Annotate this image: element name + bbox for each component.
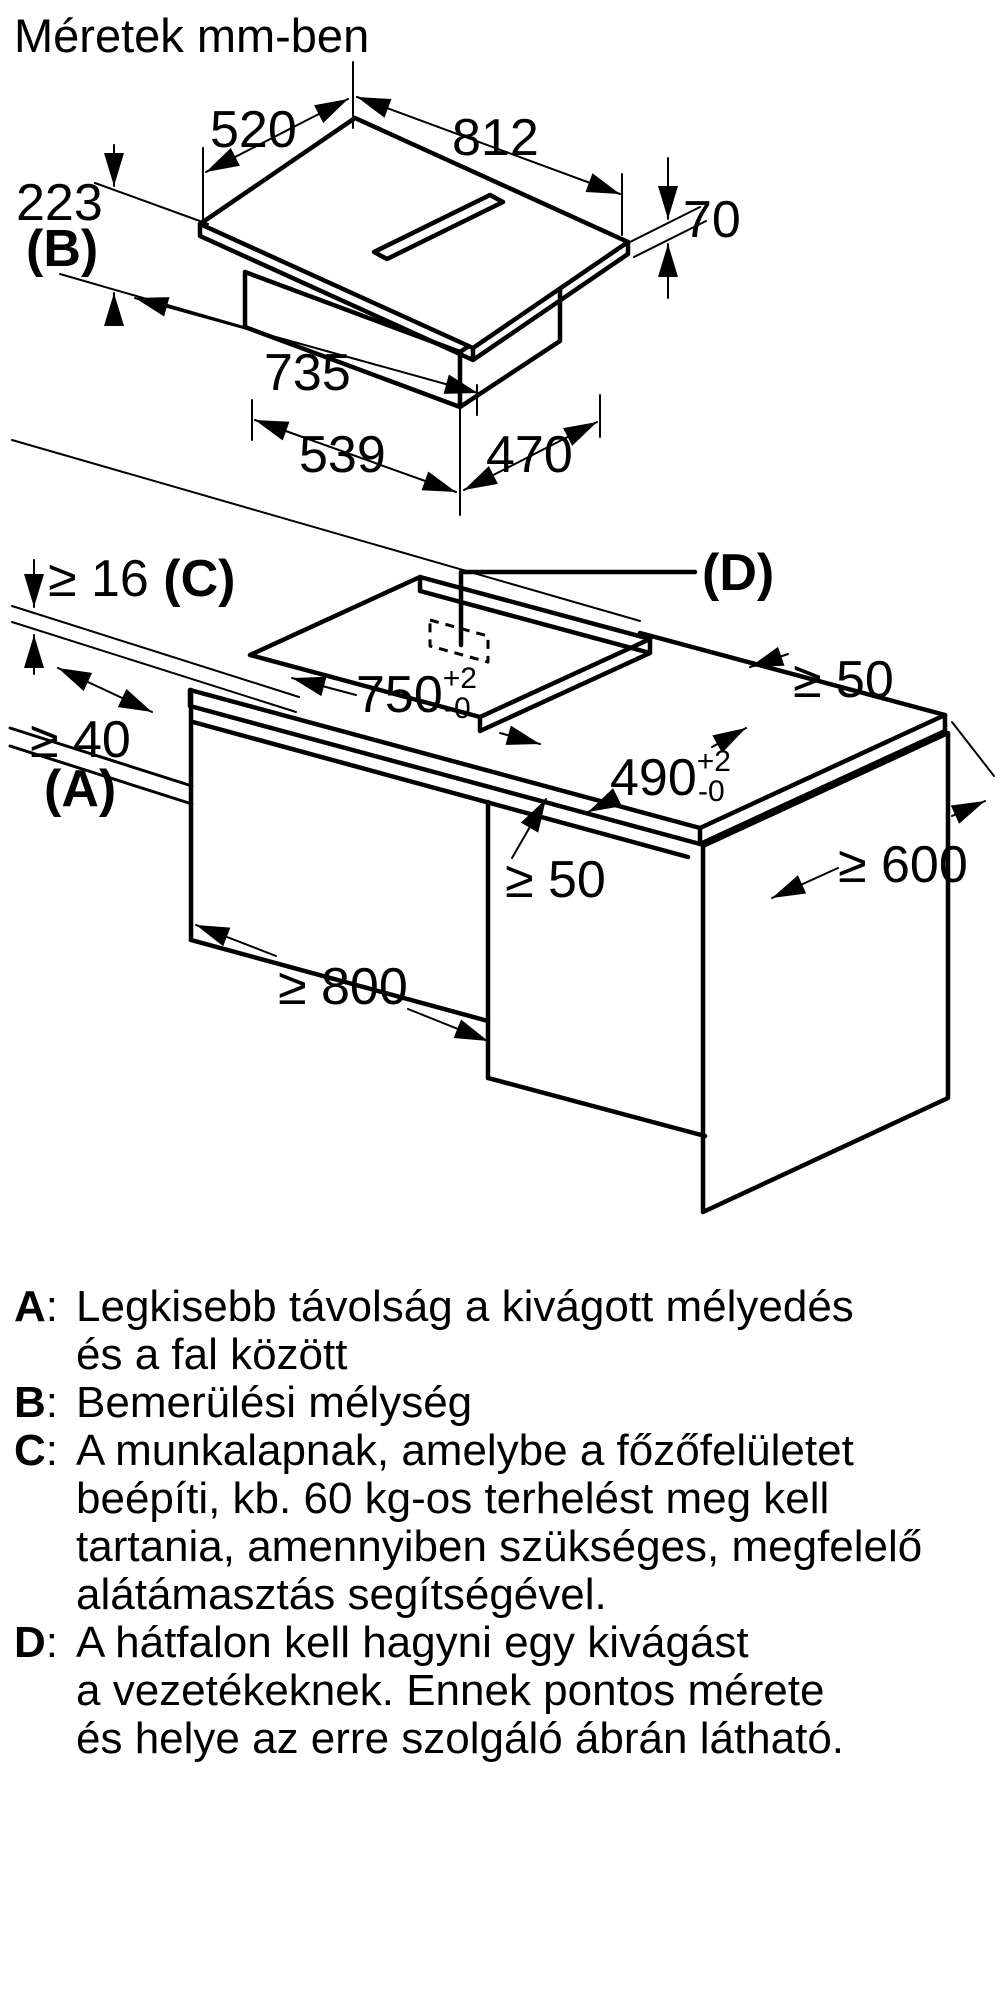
legend-text-line: A hátfalon kell hagyni egy kivágást — [76, 1618, 749, 1667]
legend-letter-C: C: — [14, 1426, 59, 1475]
dim-539-label: 539 — [299, 426, 386, 484]
dim-16-C-label: ≥ 16 (C) — [48, 550, 236, 608]
legend-entry-D — [14, 1619, 989, 1763]
dim-490-label: $490^{+2}$ -0 — [610, 745, 731, 808]
legend-text-line: tartania, amennyiben szükséges, megfelelő — [76, 1522, 923, 1571]
dim-735-label: 735 — [264, 344, 351, 402]
legend — [14, 1283, 989, 1763]
cabinet-right-panel — [703, 733, 948, 1212]
legend-text-line: beépíti, kb. 60 kg-os terhelést meg kell — [76, 1474, 830, 1523]
legend-text-line: Bemerülési mélység — [76, 1378, 473, 1427]
legend-text-line: alátámasztás segítségével. — [76, 1570, 607, 1619]
legend-letter-B: B: — [14, 1378, 59, 1427]
dim-70-label: 70 — [683, 191, 741, 249]
legend-entry-B — [14, 1379, 989, 1427]
page-title: Méretek mm-ben — [14, 9, 370, 62]
dim-800-label: ≥ 800 — [278, 958, 408, 1016]
dim-A-label: (A) — [44, 760, 117, 818]
dim-40-label: ≥ 40 — [30, 711, 131, 769]
legend-text-line: A munkalapnak, amelybe a főzőfelületet — [76, 1426, 854, 1475]
legend-text-line: a vezetékeknek. Ennek pontos mérete — [76, 1666, 825, 1715]
dim-600-label: ≥ 600 — [838, 836, 968, 894]
legend-entry-C — [14, 1427, 989, 1619]
dim-470-label: 470 — [486, 426, 573, 484]
legend-text-line: és helye az erre szolgáló ábrán látható. — [76, 1714, 845, 1763]
dim-812-label: 812 — [452, 109, 539, 167]
dim-50-front-label: ≥ 50 — [505, 851, 606, 909]
legend-entry-A — [14, 1283, 989, 1379]
legend-letter-A: A: — [14, 1282, 59, 1331]
dim-223-label: 223 — [16, 174, 103, 232]
legend-text-line: és a fal között — [76, 1330, 348, 1379]
legend-letter-D: D: — [14, 1618, 59, 1667]
legend-text-line: Legkisebb távolság a kivágott mélyedés — [76, 1282, 854, 1331]
dim-50-right-label: ≥ 50 — [793, 651, 894, 709]
dim-520-label: 520 — [210, 101, 297, 159]
dim-750-label: $750^{+2}$ -0 — [356, 662, 477, 725]
dim-D-label: (D) — [702, 544, 775, 602]
dim-B-label: (B) — [26, 220, 99, 278]
